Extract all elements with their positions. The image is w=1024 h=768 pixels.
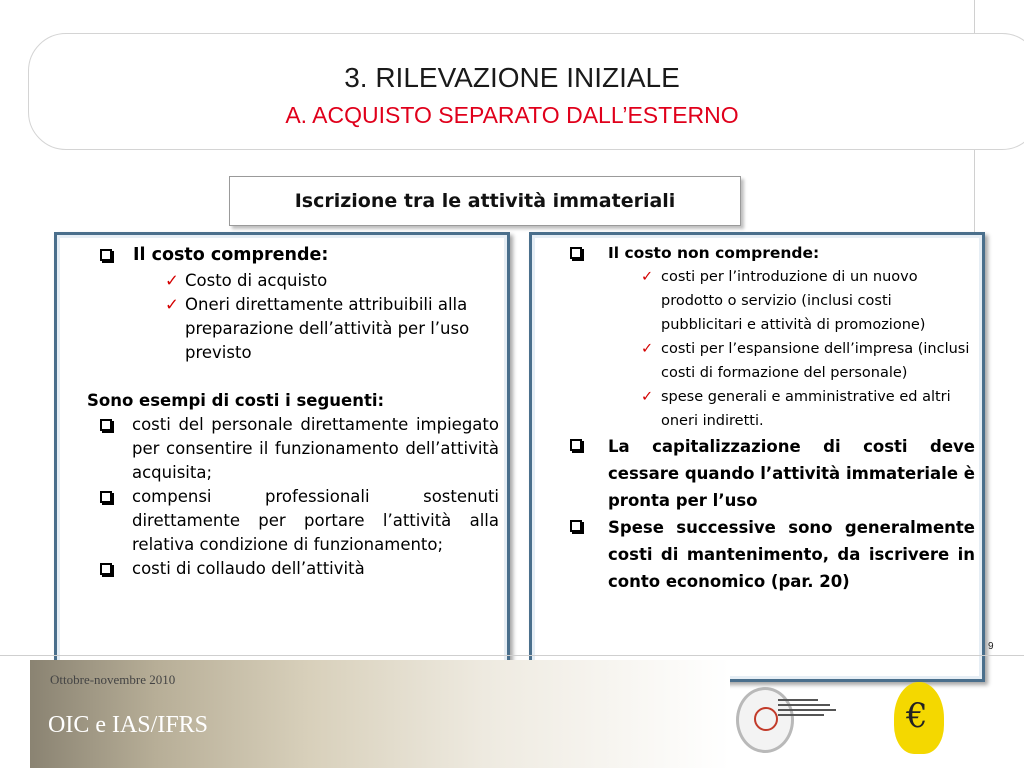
square-bullet-icon	[100, 249, 112, 261]
square-bullet-icon	[100, 491, 112, 503]
footer-date: Ottobre-novembre 2010	[50, 672, 176, 687]
right-check-item: ✓ costi per l’espansione dell’impresa (inclusi costi di formazione del personale)	[661, 337, 975, 385]
check-icon: ✓	[165, 295, 179, 314]
footer-title: OIC e IAS/IFRS	[48, 712, 209, 738]
square-bullet-icon	[570, 520, 582, 532]
right-bullet-cost-excludes	[562, 241, 975, 265]
right-check-item: ✓ costi per l’introduzione di un nuovo prodotto o servizio (inclusi costi pubblicitari e attività di promozione)	[661, 265, 975, 337]
left-example-item: compensi professionali sostenuti direttamente per portare l’attività alla relativa condizione di funzionamento;	[87, 485, 499, 557]
square-bullet-icon	[570, 247, 582, 259]
page-number: 9	[988, 641, 994, 652]
check-icon: ✓	[165, 271, 179, 290]
footer-divider	[0, 655, 1024, 656]
left-example-item: costi del personale direttamente impiegato per consentire il funzionamento dell’attività acquisita;	[87, 413, 499, 485]
square-bullet-icon	[100, 563, 112, 575]
check-icon: ✓	[641, 269, 654, 285]
check-icon: ✓	[641, 389, 654, 405]
yellow-emblem-icon	[894, 682, 944, 754]
emblem-symbol-icon: €	[906, 696, 928, 736]
square-bullet-icon	[100, 419, 112, 431]
section-heading: Iscrizione tra le attività immateriali	[229, 176, 741, 226]
odcec-logo-text-icon	[778, 697, 848, 726]
left-check-item: ✓ Costo di acquisto	[185, 269, 499, 293]
square-bullet-icon	[570, 439, 582, 451]
examples-title: Sono esempi di costi i seguenti:	[87, 391, 385, 410]
odcec-mark-icon	[754, 707, 778, 731]
left-panel	[54, 232, 510, 682]
odcec-text-lines-icon	[778, 697, 842, 723]
left-check-item: ✓ Oneri direttamente attribuibili alla preparazione dell’attività per l’uso previsto	[165, 295, 470, 362]
check-icon: ✓	[641, 341, 654, 357]
right-bullet-label: Il costo non comprende:	[608, 244, 820, 262]
slide-title: 3. RILEVAZIONE INIZIALE	[344, 62, 680, 93]
right-bullet-subsequent-costs: Spese successive sono generalmente costi di mantenimento, da iscrivere in conto economico (par. 20)	[562, 514, 975, 595]
right-check-item: ✓ spese generali e amministrative ed altri oneri indiretti.	[661, 385, 975, 433]
left-bullet-label: Il costo comprende:	[133, 245, 329, 265]
right-panel	[529, 232, 985, 682]
left-bullet-cost-includes	[87, 243, 499, 267]
right-bullet-capitalization: La capitalizzazione di costi deve cessare quando l’attività immateriale è pronta per l’uso	[562, 433, 975, 514]
left-example-item: costi di collaudo dell’attività	[87, 557, 499, 581]
slide-subtitle: A. ACQUISTO SEPARATO DALL’ESTERNO	[285, 102, 739, 128]
